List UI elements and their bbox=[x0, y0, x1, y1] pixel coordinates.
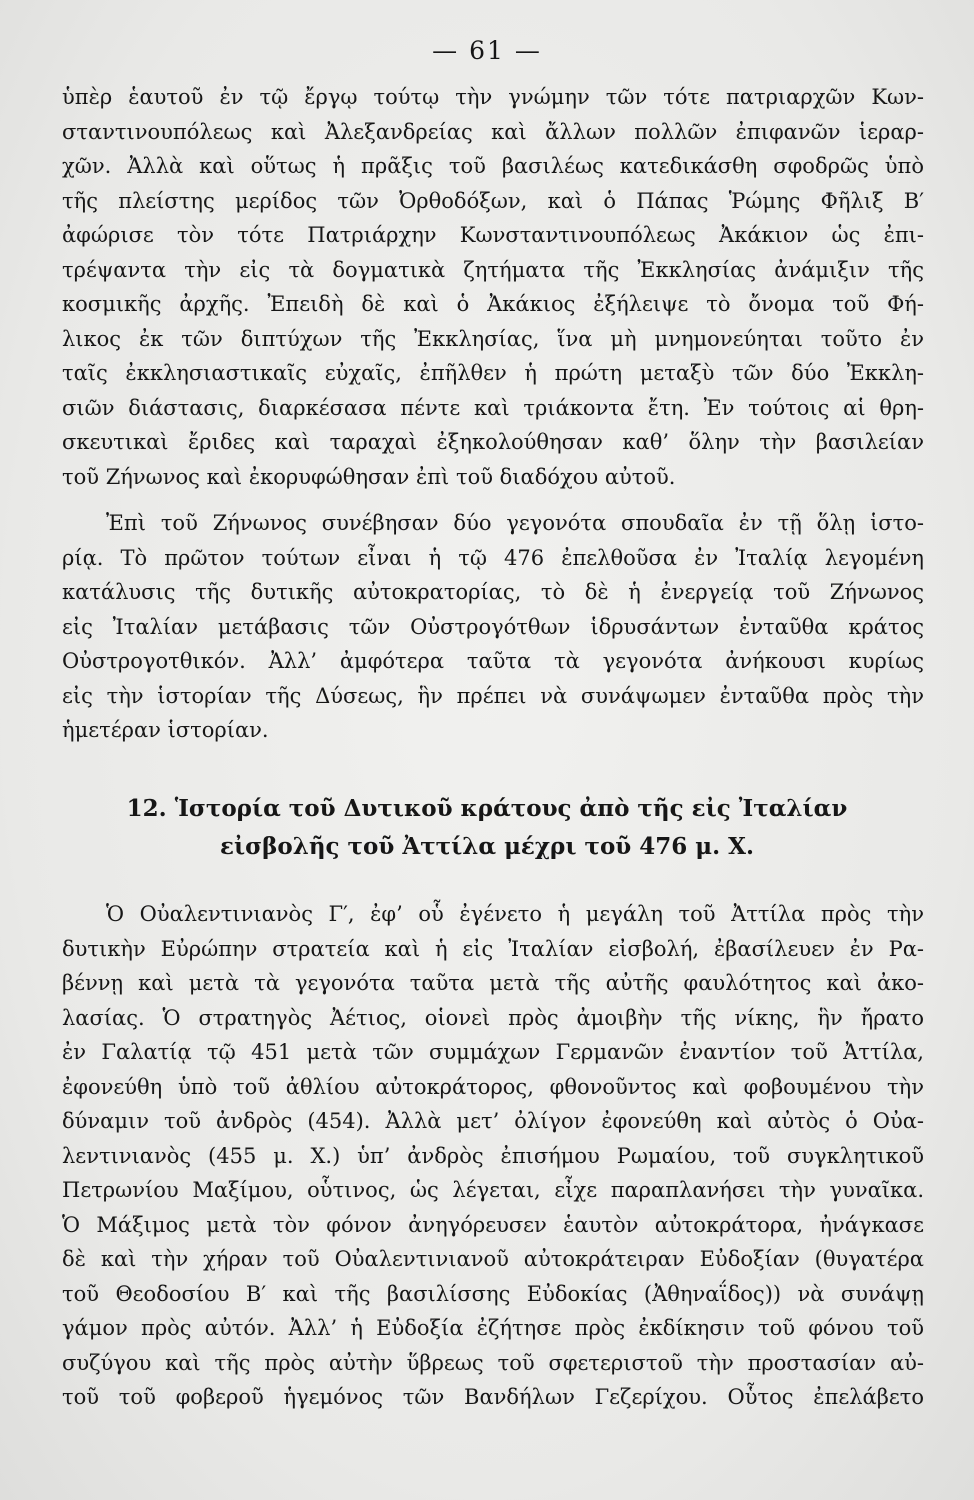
text-line: ἐφονεύθη ὑπὸ τοῦ ἀθλίου αὐτοκράτορος, φθονοῦντος καὶ φοβουμένου τὴν bbox=[62, 1074, 924, 1099]
text-line: εἰς Ἰταλίαν μετάβασις τῶν Οὐστρογότθων ἱδρυσάντων ἐνταῦθα κράτος bbox=[62, 614, 924, 639]
text-line: Οὐστρογοτθικόν. Ἀλλ’ ἀμφότερα ταῦτα τὰ γεγονότα ἀνήκουσι κυρίως bbox=[62, 649, 924, 673]
text-line: τῆς πλείστης μερίδος τῶν Ὀρθοδόξων, καὶ ὁ Πάπας Ῥώμης Φῆλιξ Β′ bbox=[62, 188, 924, 213]
text-line: λεντινιανὸς (455 μ. Χ.) ὑπ’ ἀνδρὸς ἐπισήμου Ρωμαίου, τοῦ συγκλητικοῦ bbox=[62, 1143, 924, 1168]
section-heading bbox=[0, 790, 974, 866]
section-heading-line: εἰσβολῆς τοῦ Ἀττίλα μέχρι τοῦ 476 μ. Χ. bbox=[220, 833, 754, 860]
text-line: τρέψαντα τὴν εἰς τὰ δογματικὰ ζητήματα τῆς Ἐκκλησίας ἀνάμιξιν τῆς bbox=[62, 257, 924, 282]
text-line: δὲ καὶ τὴν χήραν τοῦ Οὐαλεντινιανοῦ αὐτοκράτειραν Εὐδοξίαν (θυγατέρα bbox=[62, 1247, 924, 1271]
text-line: ρίᾳ. Τὸ πρῶτον τούτων εἶναι ἡ τῷ 476 ἐπελθοῦσα ἐν Ἰταλίᾳ λεγομένη bbox=[62, 545, 924, 570]
text-line: ἀφώρισε τὸν τότε Πατριάρχην Κωνσταντινουπόλεως Ἀκάκιον ὡς ἐπι- bbox=[62, 223, 924, 247]
text-line: δύναμιν τοῦ ἀνδρὸς (454). Ἀλλὰ μετ’ ὀλίγον ἐφονεύθη καὶ αὐτὸς ὁ Οὐα- bbox=[62, 1109, 924, 1133]
text-line: χῶν. Ἀλλὰ καὶ οὕτως ἡ πρᾶξις τοῦ βασιλέως κατεδικάσθη σφοδρῶς ὑπὸ bbox=[62, 154, 924, 178]
paragraph-2 bbox=[62, 506, 924, 748]
text-line: Ἐπὶ τοῦ Ζήνωνος συνέβησαν δύο γεγονότα σπουδαῖα ἐν τῇ ὅλῃ ἱστο- bbox=[106, 511, 924, 535]
text-line: ἡμετέραν ἱστορίαν. bbox=[62, 718, 269, 742]
text-line: ὑπὲρ ἑαυτοῦ ἐν τῷ ἔργῳ τούτῳ τὴν γνώμην τῶν τότε πατριαρχῶν Κων- bbox=[62, 85, 924, 109]
text-line: εἰς τὴν ἱστορίαν τῆς Δύσεως, ἣν πρέπει νὰ συνάψωμεν ἐνταῦθα πρὸς τὴν bbox=[62, 683, 924, 708]
text-line: ταῖς ἐκκλησιαστικαῖς εὐχαῖς, ἐπῆλθεν ἡ πρώτη μεταξὺ τῶν δύο Ἐκκλη- bbox=[62, 361, 924, 385]
text-line: τοῦ Θεοδοσίου Β′ καὶ τῆς βασιλίσσης Εὐδοκίας (Ἀθηναΐδος)) νὰ συνάψῃ bbox=[62, 1281, 924, 1306]
text-line: γάμον πρὸς αὐτόν. Ἀλλ’ ἡ Εὐδοξία ἐζήτησε πρὸς ἐκδίκησιν τοῦ φόνου τοῦ bbox=[62, 1316, 924, 1340]
text-line: συζύγου καὶ τῆς πρὸς αὐτὴν ὕβρεως τοῦ σφετεριστοῦ τὴν προστασίαν αὐ- bbox=[62, 1350, 924, 1375]
section-heading-line: 12. Ἱστορία τοῦ Δυτικοῦ κράτους ἀπὸ τῆς εἰς Ἰταλίαν bbox=[126, 795, 848, 822]
text-line: Ὁ Οὐαλεντινιανὸς Γ′, ἐφ’ οὗ ἐγένετο ἡ μεγάλη τοῦ Ἀττίλα πρὸς τὴν bbox=[106, 902, 924, 926]
paragraph-3 bbox=[62, 897, 924, 1415]
text-line: βέννῃ καὶ μετὰ τὰ γεγονότα ταῦτα μετὰ τῆς αὐτῆς φαυλότητος καὶ ἀκο- bbox=[62, 971, 924, 995]
text-line: σκευτικαὶ ἔριδες καὶ ταραχαὶ ἐξηκολούθησαν καθ’ ὅλην τὴν βασιλείαν bbox=[62, 430, 924, 454]
text-line: κοσμικῆς ἀρχῆς. Ἐπειδὴ δὲ καὶ ὁ Ἀκάκιος ἐξήλειψε τὸ ὄνομα τοῦ Φή- bbox=[62, 292, 924, 316]
text-line: τοῦ Ζήνωνος καὶ ἐκορυφώθησαν ἐπὶ τοῦ διαδόχου αὐτοῦ. bbox=[62, 464, 676, 489]
text-line: δυτικὴν Εὐρώπην στρατεία καὶ ἡ εἰς Ἰταλίαν εἰσβολή, ἐβασίλευεν ἐν Ρα- bbox=[62, 936, 924, 961]
text-line: κατάλυσις τῆς δυτικῆς αὐτοκρατορίας, τὸ δὲ ἡ ἐνεργείᾳ τοῦ Ζήνωνος bbox=[62, 580, 924, 604]
text-line: Πετρωνίου Μαξίμου, οὗτινος, ὡς λέγεται, εἶχε παραπλανήσει τὴν γυναῖκα. bbox=[62, 1178, 924, 1202]
text-line: σταντινουπόλεως καὶ Ἀλεξανδρείας καὶ ἄλλων πολλῶν ἐπιφανῶν ἱεραρ- bbox=[62, 119, 924, 144]
paragraph-1 bbox=[62, 80, 924, 494]
text-line: λασίας. Ὁ στρατηγὸς Ἀέτιος, οἱονεὶ πρὸς ἀμοιβὴν τῆς νίκης, ἣν ἤρατο bbox=[62, 1005, 924, 1030]
text-line: Ὁ Μάξιμος μετὰ τὸν φόνον ἀνηγόρευσεν ἑαυτὸν αὐτοκράτορα, ἠνάγκασε bbox=[62, 1212, 924, 1237]
page-number: — 61 — bbox=[432, 36, 542, 65]
text-line: τοῦ τοῦ φοβεροῦ ἡγεμόνος τῶν Βανδήλων Γεζερίχου. Οὗτος ἐπελάβετο bbox=[62, 1385, 924, 1409]
text-line: σιῶν διάστασις, διαρκέσασα πέντε καὶ τριάκοντα ἔτη. Ἐν τούτοις αἱ θρη- bbox=[62, 395, 924, 420]
text-line: λικος ἐκ τῶν διπτύχων τῆς Ἐκκλησίας, ἵνα μὴ μνημονεύηται τοῦτο ἐν bbox=[62, 326, 924, 351]
text-line: ἐν Γαλατίᾳ τῷ 451 μετὰ τῶν συμμάχων Γερμανῶν ἐναντίον τοῦ Ἀττίλα, bbox=[62, 1040, 924, 1064]
